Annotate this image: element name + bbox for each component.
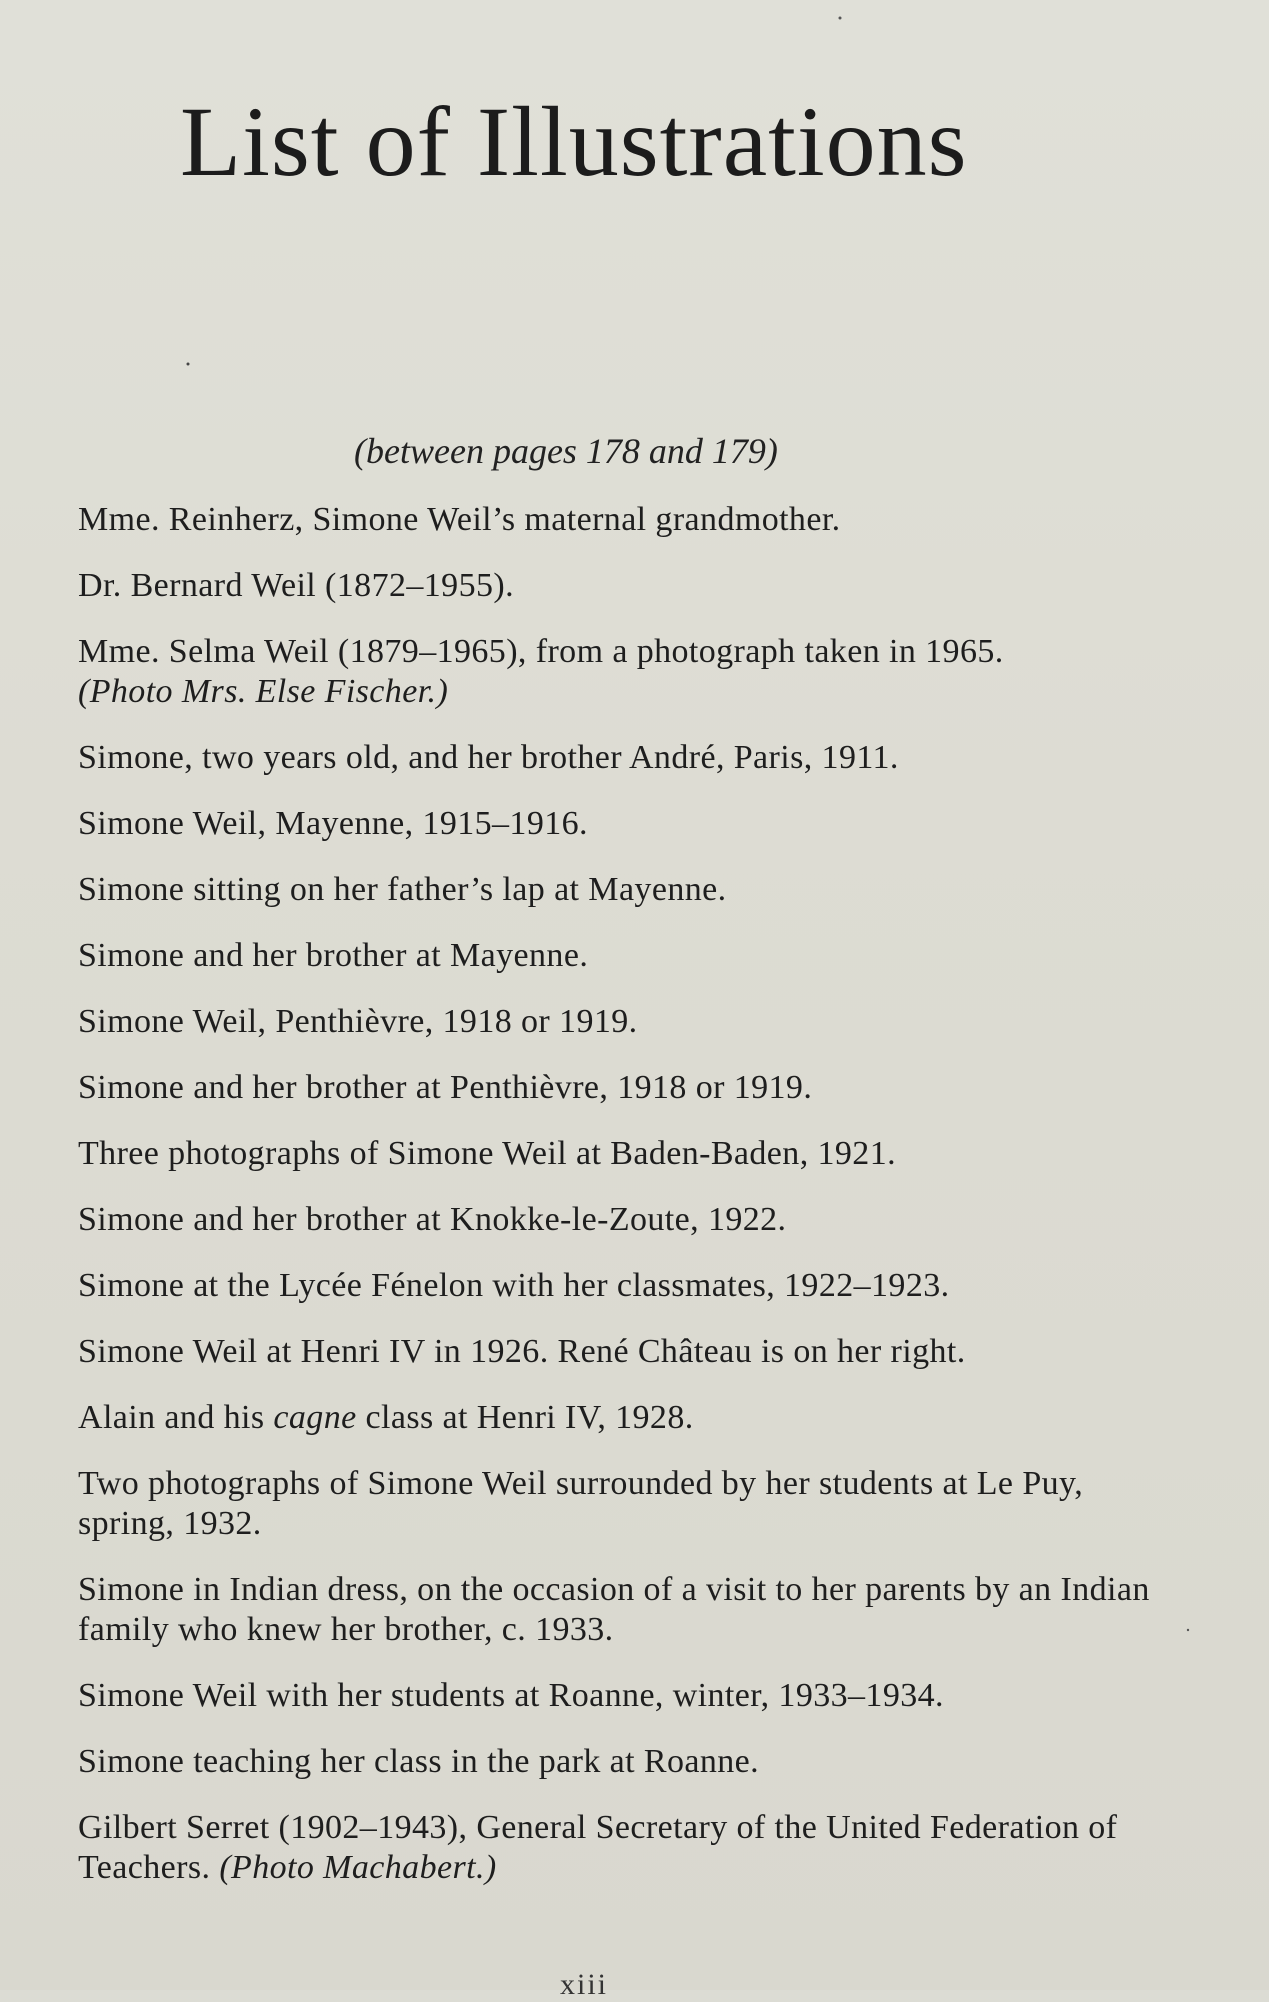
list-item: Gilbert Serret (1902–1943), General Secretary of the United Federation of Teachers. (Photo Machabert.) (78, 1809, 1118, 1886)
list-item: Simone and her brother at Penthièvre, 1918 or 1919. (78, 1069, 813, 1106)
page-number: xiii (560, 1968, 609, 2001)
list-item: Alain and his cagne class at Henri IV, 1928. (78, 1399, 694, 1436)
list-item: Simone at the Lycée Fénelon with her classmates, 1922–1923. (78, 1267, 950, 1304)
photo-credit: (Photo Machabert.) (219, 1849, 497, 1886)
page-title: List of Illustrations (180, 86, 968, 197)
list-item: Simone Weil with her students at Roanne, winter, 1933–1934. (78, 1677, 944, 1714)
list-item: Simone and her brother at Knokke-le-Zoute, 1922. (78, 1201, 787, 1238)
list-item: Simone Weil, Penthièvre, 1918 or 1919. (78, 1003, 638, 1040)
list-item: Mme. Selma Weil (1879–1965), from a photograph taken in 1965. (Photo Mrs. Else Fischer.) (78, 632, 1178, 712)
list-item: Simone Weil, Mayenne, 1915–1916. (78, 805, 588, 842)
list-item: Simone in Indian dress, on the occasion of a visit to her parents by an Indian family who knew her brother, c. 1933. (78, 1571, 1150, 1648)
photo-credit: (Photo Mrs. Else Fischer.) (78, 673, 449, 710)
list-item: Simone sitting on her father’s lap at Mayenne. (78, 871, 727, 908)
list-item: Simone Weil at Henri IV in 1926. René Château is on her right. (78, 1333, 966, 1370)
list-item: Dr. Bernard Weil (1872–1955). (78, 567, 514, 604)
page-subtitle: (between pages 178 and 179) (354, 431, 778, 471)
list-item: Mme. Reinherz, Simone Weil’s maternal grandmother. (78, 501, 841, 538)
illustrations-list (78, 500, 1178, 1914)
list-item: Simone, two years old, and her brother André, Paris, 1911. (78, 739, 899, 776)
list-item: Three photographs of Simone Weil at Baden-Baden, 1921. (78, 1135, 896, 1172)
list-item: Two photographs of Simone Weil surrounded by her students at Le Puy, spring, 1932. (78, 1465, 1084, 1542)
list-item: Simone teaching her class in the park at Roanne. (78, 1743, 760, 1780)
list-item: Simone and her brother at Mayenne. (78, 937, 589, 974)
